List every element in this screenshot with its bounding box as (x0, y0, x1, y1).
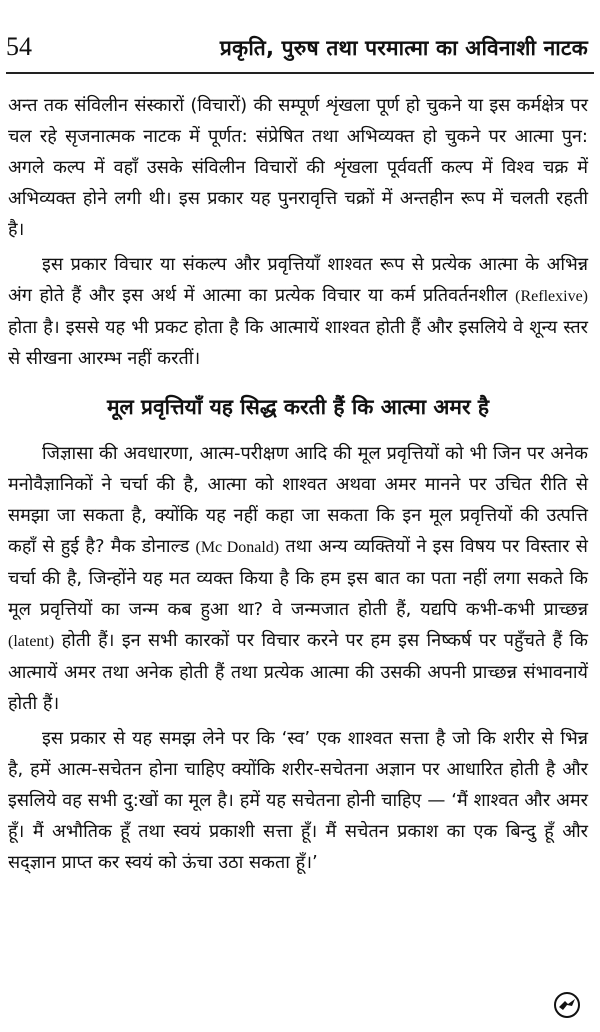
mcdonald-term: (Mc Donald) (195, 539, 280, 556)
paragraph-2 (8, 249, 588, 374)
paragraph-3 (8, 438, 588, 719)
publisher-logo-icon (554, 992, 580, 1018)
paragraph-2-text-b: होता है। इससे यह भी प्रकट होता है कि आत्मायें शाश्वत होती हैं और इसलिये वे शून्य स्तर से सीखना आरम्भ नहीं करतीं। (8, 317, 588, 369)
section-heading: मूल प्रवृत्तियाँ यह सिद्ध करती हैं कि आत्मा अमर है (106, 395, 490, 419)
paragraph-2-text-a: इस प्रकार विचार या संकल्प और प्रवृत्तियाँ शाश्वत रूप से प्रत्येक आत्मा के अभिन्न अंग होते हैं और इस अर्थ में आत्मा का प्रत्येक विचार या कर्म प्रतिवर्तनशील (8, 254, 588, 306)
page-header (0, 30, 600, 70)
paragraph-3-text-c: होती हैं। इन सभी कारकों पर विचार करने पर हम इस निष्कर्ष पर पहुँचते हैं कि आत्मायें अमर तथा अनेक होती हैं तथा प्रत्येक आत्मा की उसकी अपनी प्राच्छन्न संभावनायें होती हैं। (8, 630, 588, 714)
paragraph-4: इस प्रकार से यह समझ लेने पर कि ‘स्व’ एक शाश्वत सत्ता है जो कि शरीर से भिन्न है, हमें आत्म-सचेतन होना चाहिए क्योंकि शरीर-सचेतना अज्ञान पर आधारित होती है और इसलिये वह सभी दु:खों का मूल है। हमें यह सचेतना होनी चाहिए — ‘मैं शाश्वत और अमर हूँ। मैं अभौतिक हूँ तथा स्वयं प्रकाशी सत्ता हूँ। मैं सचेतन प्रकाश का एक बिन्दु हूँ और सद्ज्ञान प्राप्त कर स्वयं को ऊंचा उठा सकता हूँ।’ (8, 728, 588, 873)
paragraph-3-text-b: तथा अन्य व्यक्तियों ने इस विषय पर विस्तार से चर्चा की है, जिन्होंने यह मत व्यक्त किया है कि हम इस बात का पता नहीं लगा सकते कि मूल प्रवृत्तियों का जन्म कब हुआ था? वे जन्मजात होती हैं, यद्यपि कभी-कभी प्राच्छन्न (8, 536, 588, 620)
page-body (8, 90, 588, 882)
reflexive-term: (Reflexive) (515, 288, 588, 305)
header-rule (6, 72, 594, 74)
latent-term: (latent) (8, 633, 55, 650)
page-number: 54 (6, 32, 32, 61)
paragraph-3-text-a: जिज्ञासा की अवधारणा, आत्म-परीक्षण आदि की मूल प्रवृत्तियों को भी जिन पर अनेक मनोवैज्ञानिकों ने चर्चा की है, आत्मा को शाश्वत अथवा अमर मानने पर उचित रीति से समझा जा सकता है, क्योंकि यह नहीं कहा जा सकता कि इन मूल प्रवृत्तियों की उत्पत्ति कहाँ से हुई है? मैक डोनाल्ड (8, 443, 588, 557)
running-title: प्रकृति, पुरुष तथा परमात्मा का अविनाशी नाटक (219, 36, 588, 60)
paragraph-1: अन्त तक संविलीन संस्कारों (विचारों) की सम्पूर्ण शृंखला पूर्ण हो चुकने या इस कर्मक्षेत्र पर चल रहे सृजनात्मक नाटक में पूर्णत: संप्रेषित तथा अभिव्यक्त हो चुकने पर आत्मा पुन: अगले कल्प में वहाँ उसके संविलीन विचारों की शृंखला पूर्ववर्ती कल्प में विश्व चक्र में अभिव्यक्त होने लगी थी। इस प्रकार यह पुनरावृत्ति चक्रों में अन्तहीन रूप में चलती रहती है। (8, 95, 588, 240)
